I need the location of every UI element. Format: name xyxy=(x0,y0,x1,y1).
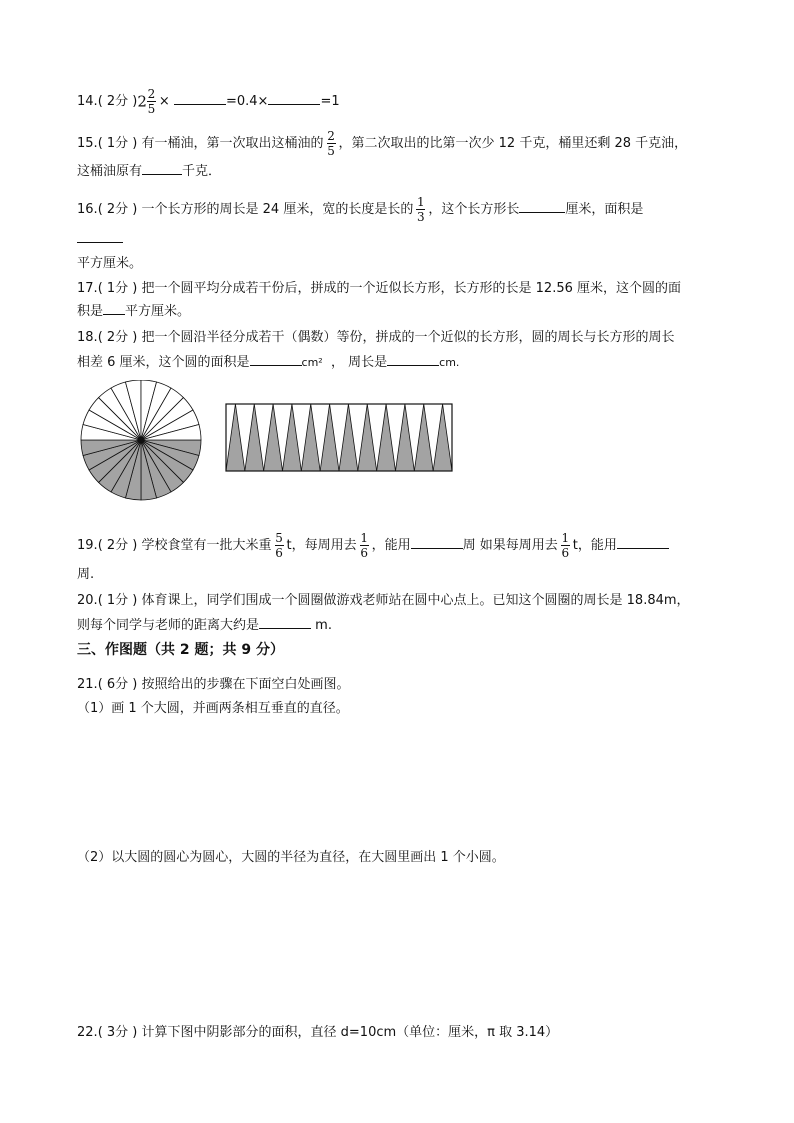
question-21 xyxy=(77,676,350,694)
q18-blank-2[interactable] xyxy=(387,353,439,366)
times-sign: × xyxy=(158,94,170,109)
q17-number: 17. xyxy=(77,281,98,296)
q19-blank-2[interactable] xyxy=(617,536,669,549)
question-17-line2 xyxy=(77,302,190,321)
q16-score: ( 2分 ) xyxy=(97,202,138,217)
question-19-line2 xyxy=(77,566,94,584)
q17-text-a: 把一个圆平均分成若干份后，拼成的一个近似长方形，长方形的长是 12.56 厘米，这个圆的面 xyxy=(141,281,681,296)
rectangle-shaded-sector xyxy=(377,404,396,471)
q15-text-c: 这桶油原有 xyxy=(77,164,143,179)
q19-text-a: 学校食堂有一批大米重 xyxy=(141,538,272,553)
q15-text-b: ，第二次取出的比第一次少 12 千克，桶里还剩 28 千克油， xyxy=(338,136,688,151)
q19-fraction-3: $\frac{1}{6}$ xyxy=(561,531,570,560)
q16-blank-2[interactable] xyxy=(77,230,123,243)
rectangle-shaded-sector xyxy=(433,404,452,471)
q15-number: 15. xyxy=(77,136,98,151)
rectangle-shaded-sector xyxy=(414,404,433,471)
q21-score: ( 6分 ) xyxy=(97,677,138,692)
divided-circle xyxy=(81,380,201,500)
q16-text-d: 平方厘米。 xyxy=(77,256,143,271)
q15-text-d: 千克． xyxy=(182,164,222,179)
q18-text-d: ， 周长是 xyxy=(331,355,388,370)
rectangle-shaded-sector xyxy=(320,404,339,471)
question-18 xyxy=(77,329,675,347)
q16-blank-line xyxy=(77,230,123,249)
q18-unit-1: cm² xyxy=(301,356,323,369)
q18-score: ( 2分 ) xyxy=(97,330,138,345)
q15-score: ( 1分 ) xyxy=(97,136,138,151)
q16-fraction: $\frac{1}{3}$ xyxy=(417,195,425,224)
q15-text-a: 有一桶油，第一次取出这桶油的 xyxy=(141,136,324,151)
q17-blank[interactable] xyxy=(103,302,125,315)
q18-text-a: 把一个圆沿半径分成若干（偶数）等份，拼成的一个近似的长方形，圆的周长与长方形的周长 xyxy=(141,330,675,345)
q14-number: 14. xyxy=(77,94,98,109)
q16-number: 16. xyxy=(77,202,98,217)
rectangle-shaded-sector xyxy=(396,404,415,471)
question-20 xyxy=(77,592,690,610)
q16-text-b: ，这个长方形长 xyxy=(428,202,520,217)
q20-text-b: 则每个同学与老师的距离大约是 xyxy=(77,618,260,633)
q22-score: ( 3分 ) xyxy=(97,1025,138,1040)
q17-text-c: 平方厘米。 xyxy=(125,304,191,319)
question-14 xyxy=(77,88,340,115)
q19-text-f: 周. xyxy=(77,567,95,582)
q14-blank-2[interactable] xyxy=(268,92,320,105)
question-15-line2 xyxy=(77,162,221,181)
q17-score: ( 1分 ) xyxy=(97,281,138,296)
section-heading: 三、作图题（共 2 题；共 9 分） xyxy=(77,642,284,658)
q17-text-b: 积是 xyxy=(77,304,104,319)
q19-number: 19. xyxy=(77,538,98,553)
q19-text-c: ，能用 xyxy=(371,538,411,553)
q21-number: 21. xyxy=(77,677,98,692)
approx-rectangle xyxy=(226,404,452,471)
rectangle-shaded-sector xyxy=(245,404,264,471)
q14-fraction: $\frac{2}{5}$ xyxy=(147,87,156,116)
q21-text-a: 按照给出的步骤在下面空白处画图。 xyxy=(141,677,350,692)
q19-text-d: 周 如果每周用去 xyxy=(462,538,558,553)
q19-blank-1[interactable] xyxy=(411,536,463,549)
q20-score: ( 1分 ) xyxy=(97,593,138,608)
q16-text-a: 一个长方形的周长是 24 厘米，宽的长度是长的 xyxy=(141,202,414,217)
question-16-line3 xyxy=(77,255,142,273)
question-18-line2 xyxy=(77,353,459,372)
q14-score: ( 2分 ) xyxy=(97,94,138,109)
circle-to-rectangle-figure xyxy=(78,380,458,510)
question-22 xyxy=(77,1024,558,1042)
q21-step-2: （2）以大圆的圆心为圆心，大圆的半径为直径，在大圆里画出 1 个小圆。 xyxy=(77,850,505,865)
q19-text-b: t，每周用去 xyxy=(286,538,357,553)
q20-number: 20. xyxy=(77,593,98,608)
q15-fraction: $\frac{2}{5}$ xyxy=(327,129,335,158)
rectangle-shaded-sector xyxy=(226,404,245,471)
q14-eq2: =1 xyxy=(320,94,340,109)
q19-fraction-1: $\frac{5}{6}$ xyxy=(275,531,283,560)
rectangle-shaded-sector xyxy=(264,404,283,471)
q20-text-a: 体育课上，同学们围成一个圆圈做游戏老师站在圆中心点上。已知这个圆圈的周长是 18.84m， xyxy=(141,593,690,608)
rectangle-shaded-sector xyxy=(339,404,358,471)
q15-blank[interactable] xyxy=(142,162,182,175)
q18-unit-2: cm. xyxy=(439,356,460,369)
question-20-line2 xyxy=(77,616,332,635)
q18-number: 18. xyxy=(77,330,98,345)
rectangle-shaded-sector xyxy=(283,404,302,471)
q22-text-a: 计算下图中阴影部分的面积，直径 d=10cm（单位：厘米，π 取 3.14） xyxy=(141,1025,559,1040)
q20-blank[interactable] xyxy=(259,616,311,629)
q16-text-c: 厘米，面积是 xyxy=(565,202,644,217)
q18-text-b: 相差 6 厘米，这个圆的面积是 xyxy=(77,355,250,370)
question-15 xyxy=(77,130,687,157)
q16-blank-1[interactable] xyxy=(519,200,565,213)
rectangle-shaded-sector xyxy=(301,404,320,471)
q18-blank-1[interactable] xyxy=(250,353,302,366)
q21-step-1: （1）画 1 个大圆，并画两条相互垂直的直径。 xyxy=(77,701,349,716)
q20-text-c: m. xyxy=(315,618,332,633)
q19-score: ( 2分 ) xyxy=(97,538,138,553)
question-19 xyxy=(77,532,669,559)
question-16 xyxy=(77,196,643,223)
rectangle-shaded-sector xyxy=(358,404,377,471)
q22-number: 22. xyxy=(77,1025,98,1040)
q14-blank-1[interactable] xyxy=(174,92,226,105)
q19-text-e: t，能用 xyxy=(572,538,617,553)
question-17 xyxy=(77,280,681,298)
q14-mixed-whole: 2 xyxy=(137,92,147,111)
q14-eq1: =0.4× xyxy=(225,94,269,109)
q19-fraction-2: $\frac{1}{6}$ xyxy=(360,531,368,560)
